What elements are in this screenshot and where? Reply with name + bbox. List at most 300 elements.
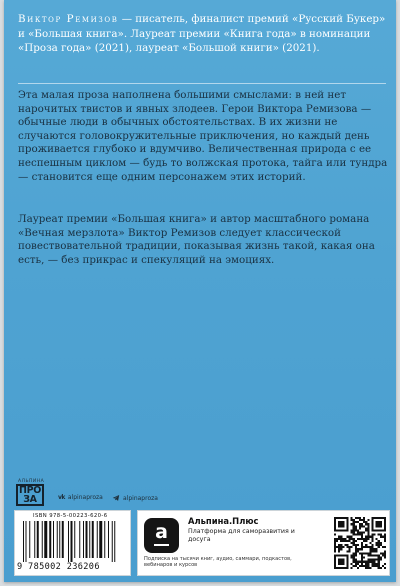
- qr-module: [374, 548, 376, 550]
- qr-module: [378, 563, 380, 565]
- qr-module: [384, 540, 386, 542]
- divider: [18, 83, 386, 84]
- barcode-bar: [37, 521, 39, 558]
- qr-module: [382, 565, 384, 567]
- qr-module: [365, 546, 367, 548]
- qr-module: [355, 565, 357, 567]
- qr-module: [371, 534, 373, 536]
- qr-module: [367, 559, 369, 561]
- qr-module: [367, 563, 369, 565]
- qr-module: [359, 534, 361, 536]
- qr-module: [361, 557, 363, 559]
- qr-module: [353, 538, 355, 540]
- qr-module: [369, 552, 371, 554]
- qr-module: [378, 554, 380, 556]
- qr-module: [357, 529, 359, 531]
- qr-module: [378, 544, 380, 546]
- author-bio-text: — писатель, финалист премий «Русский Букер» и «Большая книга». Лауреат премии «Книга года» в номинации «Проза года» (2021), лауреат «Большой книги» (2021).: [18, 13, 386, 54]
- qr-code[interactable]: [334, 517, 386, 569]
- cover-footer: [4, 470, 396, 582]
- qr-module: [367, 552, 369, 554]
- qr-module: [342, 546, 344, 548]
- qr-module: [378, 546, 380, 548]
- qr-module: [367, 527, 369, 529]
- qr-module: [359, 565, 361, 567]
- qr-module: [351, 523, 353, 525]
- qr-module: [357, 563, 359, 565]
- author-bio: [18, 12, 388, 56]
- qr-module: [353, 532, 355, 534]
- barcode-bar: [44, 521, 47, 558]
- qr-module: [376, 559, 378, 561]
- qr-module: [361, 554, 363, 556]
- qr-module: [334, 550, 336, 552]
- qr-module: [378, 567, 380, 569]
- barcode-bar: [97, 521, 98, 558]
- qr-module: [361, 565, 363, 567]
- qr-module: [363, 557, 365, 559]
- qr-module: [382, 554, 384, 556]
- qr-module: [361, 532, 363, 534]
- qr-module: [351, 567, 353, 569]
- social-telegram[interactable]: [112, 494, 158, 502]
- qr-module: [367, 567, 369, 569]
- qr-module: [336, 540, 338, 542]
- alpina-plus-description: Подписка на тысячи книг, аудио, саммари, подкастов, вебинаров и курсов: [144, 556, 292, 569]
- qr-module: [384, 550, 386, 552]
- qr-module: [374, 534, 376, 536]
- qr-module: [344, 544, 346, 546]
- barcode-bar: [49, 521, 51, 558]
- barcode-bar: [59, 521, 60, 558]
- qr-module: [361, 523, 363, 525]
- qr-module: [353, 525, 355, 527]
- qr-module: [353, 519, 355, 521]
- qr-module: [371, 544, 373, 546]
- qr-module: [334, 534, 336, 536]
- qr-module: [338, 550, 340, 552]
- qr-module: [349, 538, 351, 540]
- qr-module: [371, 546, 373, 548]
- qr-module: [351, 519, 353, 521]
- qr-module: [374, 559, 376, 561]
- qr-module: [361, 548, 363, 550]
- qr-module: [342, 540, 344, 542]
- qr-module: [369, 554, 371, 556]
- barcode-bar: [86, 521, 88, 558]
- qr-finder: [338, 521, 344, 527]
- qr-module: [367, 546, 369, 548]
- qr-module: [353, 561, 355, 563]
- qr-module: [340, 540, 342, 542]
- qr-module: [361, 525, 363, 527]
- description-paragraph-1: Эта малая проза наполнена большими смыслами: в ней нет нарочитых твистов и явных злодеев. Герои Виктора Ремизова — обычные люди в обычных обстоятельствах. В их жизни не случаются головокружительные приключения, но каждый день проживается глубоко и вдумчиво. Величественная природа с ее неспешным циклом — будь то волжская протока, тайга или тундра — становится еще одним персонажем этих историй.: [18, 89, 388, 183]
- qr-module: [355, 521, 357, 523]
- qr-module: [353, 521, 355, 523]
- qr-module: [367, 525, 369, 527]
- publisher-logo-line1: ПРО: [18, 485, 42, 496]
- qr-module: [357, 521, 359, 523]
- qr-module: [353, 557, 355, 559]
- qr-module: [384, 534, 386, 536]
- qr-module: [344, 540, 346, 542]
- qr-module: [349, 546, 351, 548]
- barcode-bar: [79, 521, 80, 558]
- qr-module: [355, 559, 357, 561]
- qr-finder: [376, 521, 382, 527]
- qr-module: [365, 529, 367, 531]
- qr-module: [365, 523, 367, 525]
- qr-module: [376, 550, 378, 552]
- qr-module: [334, 548, 336, 550]
- qr-module: [353, 542, 355, 544]
- qr-module: [351, 532, 353, 534]
- qr-module: [355, 544, 357, 546]
- qr-module: [367, 519, 369, 521]
- alpina-plus-icon-underline: [154, 544, 169, 546]
- qr-module: [349, 540, 351, 542]
- barcode-bar: [104, 521, 105, 558]
- qr-module: [384, 563, 386, 565]
- qr-module: [374, 561, 376, 563]
- qr-module: [338, 536, 340, 538]
- alpina-plus-title: Альпина.Плюс: [188, 516, 259, 526]
- qr-module: [369, 550, 371, 552]
- qr-module: [351, 538, 353, 540]
- qr-module: [338, 544, 340, 546]
- qr-module: [349, 536, 351, 538]
- qr-module: [346, 550, 348, 552]
- qr-finder: [338, 559, 344, 565]
- barcode-bar: [99, 521, 102, 558]
- qr-module: [369, 559, 371, 561]
- qr-module: [340, 546, 342, 548]
- qr-module: [355, 517, 357, 519]
- qr-module: [382, 546, 384, 548]
- barcode-bar: [89, 521, 90, 558]
- barcode-bar: [57, 521, 58, 558]
- qr-module: [334, 538, 336, 540]
- qr-module: [363, 538, 365, 540]
- qr-module: [355, 563, 357, 565]
- barcode-bar: [68, 521, 69, 562]
- qr-module: [357, 517, 359, 519]
- qr-module: [367, 523, 369, 525]
- qr-module: [369, 567, 371, 569]
- qr-module: [359, 523, 361, 525]
- qr-module: [371, 548, 373, 550]
- qr-module: [361, 561, 363, 563]
- qr-module: [380, 567, 382, 569]
- qr-module: [359, 532, 361, 534]
- qr-module: [384, 538, 386, 540]
- qr-module: [353, 552, 355, 554]
- telegram-icon: [112, 494, 120, 502]
- qr-module: [351, 557, 353, 559]
- qr-module: [369, 546, 371, 548]
- qr-module: [346, 540, 348, 542]
- barcode-bar: [23, 521, 24, 562]
- qr-module: [384, 567, 386, 569]
- qr-module: [382, 552, 384, 554]
- qr-module: [369, 548, 371, 550]
- qr-module: [369, 536, 371, 538]
- vk-handle: alpinaproza: [67, 494, 103, 501]
- qr-module: [365, 538, 367, 540]
- qr-module: [355, 527, 357, 529]
- barcode-bar: [53, 521, 54, 558]
- qr-module: [376, 544, 378, 546]
- qr-module: [361, 538, 363, 540]
- barcode: [23, 521, 125, 562]
- qr-module: [344, 538, 346, 540]
- qr-module: [357, 532, 359, 534]
- barcode-bar: [83, 521, 84, 558]
- qr-module: [363, 525, 365, 527]
- qr-module: [338, 548, 340, 550]
- qr-module: [351, 542, 353, 544]
- qr-module: [346, 536, 348, 538]
- qr-module: [380, 559, 382, 561]
- qr-module: [355, 554, 357, 556]
- qr-module: [351, 554, 353, 556]
- qr-module: [355, 548, 357, 550]
- qr-module: [378, 561, 380, 563]
- qr-module: [371, 554, 373, 556]
- qr-module: [359, 525, 361, 527]
- qr-module: [376, 538, 378, 540]
- qr-module: [367, 538, 369, 540]
- qr-module: [376, 554, 378, 556]
- qr-module: [359, 552, 361, 554]
- barcode-bar: [62, 521, 64, 558]
- qr-module: [363, 565, 365, 567]
- qr-module: [365, 552, 367, 554]
- qr-module: [349, 550, 351, 552]
- qr-module: [338, 546, 340, 548]
- vk-icon: vk: [58, 494, 65, 501]
- qr-module: [378, 559, 380, 561]
- qr-module: [361, 552, 363, 554]
- qr-module: [371, 561, 373, 563]
- qr-module: [367, 532, 369, 534]
- telegram-handle: alpinaproza: [123, 494, 158, 502]
- qr-module: [365, 565, 367, 567]
- qr-module: [357, 538, 359, 540]
- barcode-bar: [74, 521, 75, 558]
- qr-module: [371, 536, 373, 538]
- qr-module: [363, 519, 365, 521]
- qr-module: [365, 563, 367, 565]
- qr-module: [363, 532, 365, 534]
- qr-module: [380, 542, 382, 544]
- qr-module: [351, 529, 353, 531]
- qr-module: [367, 554, 369, 556]
- qr-module: [355, 561, 357, 563]
- qr-module: [384, 546, 386, 548]
- qr-module: [365, 527, 367, 529]
- qr-module: [374, 554, 376, 556]
- qr-module: [365, 544, 367, 546]
- qr-module: [363, 517, 365, 519]
- qr-module: [359, 538, 361, 540]
- qr-module: [378, 534, 380, 536]
- qr-module: [353, 534, 355, 536]
- qr-module: [367, 565, 369, 567]
- publisher-logo: [16, 484, 44, 506]
- qr-module: [378, 565, 380, 567]
- qr-module: [342, 538, 344, 540]
- alpina-plus-block: [137, 510, 390, 576]
- qr-module: [367, 536, 369, 538]
- qr-module: [361, 544, 363, 546]
- qr-module: [355, 540, 357, 542]
- barcode-bar: [26, 521, 27, 562]
- qr-module: [378, 540, 380, 542]
- qr-module: [353, 529, 355, 531]
- qr-module: [363, 546, 365, 548]
- qr-module: [374, 565, 376, 567]
- qr-module: [334, 546, 336, 548]
- qr-module: [355, 546, 357, 548]
- qr-module: [374, 563, 376, 565]
- social-vk[interactable]: [58, 494, 103, 501]
- qr-module: [371, 565, 373, 567]
- qr-module: [361, 534, 363, 536]
- qr-module: [359, 548, 361, 550]
- qr-module: [355, 534, 357, 536]
- publisher-small-label: АЛЬПИНА: [18, 479, 45, 484]
- barcode-bar: [71, 521, 73, 562]
- qr-module: [374, 550, 376, 552]
- qr-module: [365, 567, 367, 569]
- barcode-digits: 9 785002 236206: [17, 562, 100, 572]
- qr-module: [384, 557, 386, 559]
- qr-module: [361, 536, 363, 538]
- qr-module: [369, 561, 371, 563]
- qr-module: [361, 519, 363, 521]
- qr-module: [371, 540, 373, 542]
- qr-module: [334, 544, 336, 546]
- qr-module: [371, 563, 373, 565]
- qr-module: [365, 540, 367, 542]
- qr-module: [336, 538, 338, 540]
- qr-module: [380, 536, 382, 538]
- qr-module: [378, 557, 380, 559]
- qr-module: [355, 550, 357, 552]
- barcode-bar: [42, 521, 43, 558]
- qr-module: [359, 527, 361, 529]
- qr-module: [367, 561, 369, 563]
- qr-module: [367, 529, 369, 531]
- qr-module: [353, 544, 355, 546]
- alpina-plus-subtitle: Платформа для саморазвития и досуга: [188, 528, 295, 543]
- qr-module: [334, 540, 336, 542]
- qr-module: [357, 561, 359, 563]
- qr-module: [363, 521, 365, 523]
- author-name: Виктор Ремизов: [18, 13, 119, 25]
- qr-module: [351, 546, 353, 548]
- qr-module: [336, 546, 338, 548]
- qr-module: [353, 540, 355, 542]
- qr-module: [361, 546, 363, 548]
- qr-module: [365, 536, 367, 538]
- publisher-logo-line2: ЗА: [23, 493, 37, 505]
- qr-module: [340, 536, 342, 538]
- qr-module: [369, 542, 371, 544]
- qr-module: [353, 565, 355, 567]
- qr-module: [382, 536, 384, 538]
- alpina-plus-app-icon: [144, 518, 179, 553]
- qr-module: [357, 550, 359, 552]
- qr-module: [376, 542, 378, 544]
- qr-module: [378, 542, 380, 544]
- barcode-bar: [29, 521, 30, 558]
- qr-module: [353, 523, 355, 525]
- qr-module: [384, 552, 386, 554]
- qr-module: [365, 521, 367, 523]
- qr-module: [340, 548, 342, 550]
- qr-module: [346, 544, 348, 546]
- qr-module: [376, 563, 378, 565]
- qr-module: [359, 561, 361, 563]
- qr-module: [357, 544, 359, 546]
- barcode-bar: [92, 521, 94, 558]
- qr-module: [363, 561, 365, 563]
- isbn-text: ISBN 978-5-00223-620-6: [33, 513, 108, 519]
- qr-module: [351, 517, 353, 519]
- qr-module: [384, 536, 386, 538]
- description-paragraph-2: Лауреат премии «Большая книга» и автор масштабного романа «Вечная мерзлота» Виктор Ремизов следует классической повествовательной традиции, показывая жизнь такой, какая она есть, — без прикрас и спекуляций на эмоциях.: [18, 213, 375, 266]
- qr-module: [371, 559, 373, 561]
- barcode-bar: [34, 521, 35, 558]
- qr-module: [351, 563, 353, 565]
- book-back-cover: [4, 0, 396, 582]
- qr-module: [357, 548, 359, 550]
- qr-module: [361, 559, 363, 561]
- barcode-bar: [112, 521, 113, 562]
- qr-module: [380, 534, 382, 536]
- qr-module: [376, 548, 378, 550]
- qr-module: [357, 534, 359, 536]
- qr-module: [338, 538, 340, 540]
- qr-module: [371, 550, 373, 552]
- qr-module: [359, 519, 361, 521]
- qr-module: [363, 540, 365, 542]
- qr-module: [363, 552, 365, 554]
- barcode-block: [14, 510, 131, 576]
- barcode-bar: [114, 521, 115, 562]
- qr-module: [353, 527, 355, 529]
- qr-module: [371, 538, 373, 540]
- qr-module: [334, 542, 336, 544]
- qr-module: [365, 561, 367, 563]
- barcode-bar: [108, 521, 109, 558]
- qr-module: [357, 567, 359, 569]
- qr-module: [340, 544, 342, 546]
- qr-module: [376, 565, 378, 567]
- qr-module: [361, 542, 363, 544]
- qr-module: [367, 534, 369, 536]
- qr-module: [351, 536, 353, 538]
- qr-module: [349, 548, 351, 550]
- qr-module: [384, 554, 386, 556]
- qr-module: [380, 552, 382, 554]
- qr-module: [353, 559, 355, 561]
- qr-module: [361, 563, 363, 565]
- qr-module: [359, 517, 361, 519]
- qr-module: [353, 554, 355, 556]
